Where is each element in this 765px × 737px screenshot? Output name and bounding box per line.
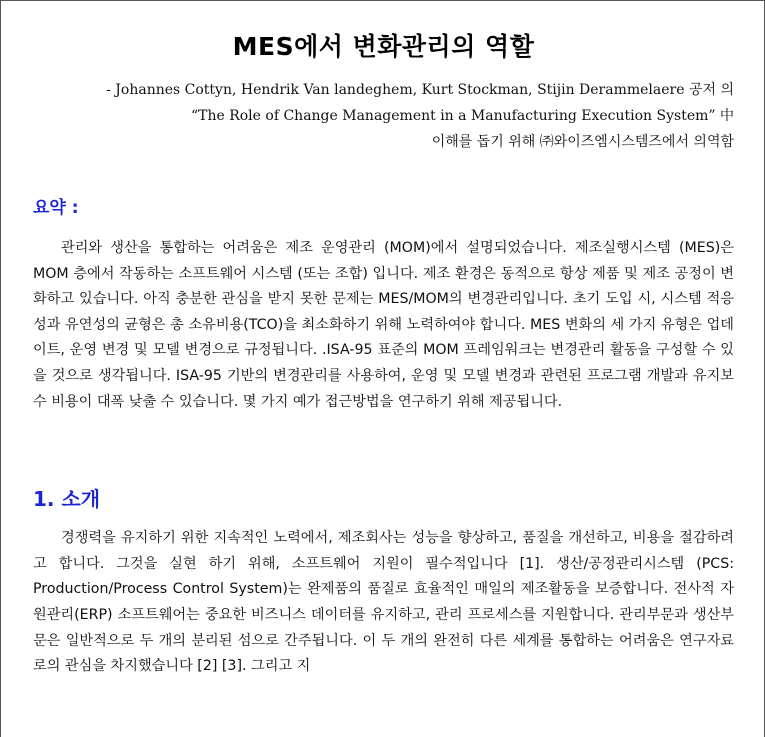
introduction-paragraph: 경쟁력을 유지하기 위한 지속적인 노력에서, 제조회사는 성능을 향상하고, 품질을 개선하고, 비용을 절감하려고 합니다. 그것을 실현 하기 위해, 소프트웨어 지원이 필수적입니다 [1]. 생산/공정관리시스템 (PCS: Production/Process Control System)는 완제품의 품질로 효율적인 매일의 제조활동을 보증합니다. 전사적 자원관리(ERP) 소프트웨어는 중요한 비즈니스 데이터를 유지하고, 관리 프로세스를 지원합니다. 관리부문과 생산부문은 일반적으로 두 개의 분리된 섬으로 간주됩니다. 이 두 개의 완전히 다른 세계를 통합하는 어려움은 연구자료로의 관심을 차지했습니다 [2] [3]. 그리고 지 bbox=[33, 530, 734, 675]
abstract-heading: 요약 : bbox=[33, 198, 79, 218]
introduction-heading: 1. 소개 bbox=[33, 487, 101, 512]
document-title: MES에서 변화관리의 역할 bbox=[232, 32, 535, 61]
credits-source: “The Role of Change Management in a Manufacturing Execution System” 中 bbox=[190, 108, 734, 124]
credits-translator: 이해를 돕기 위해 ㈜와이즈엠시스템즈에서 의역함 bbox=[431, 134, 734, 150]
credits-authors: - Johannes Cottyn, Hendrik Van landeghem, Kurt Stockman, Stijin Derammelaere 공저 의 bbox=[106, 82, 734, 98]
credits-block bbox=[33, 77, 734, 155]
abstract-paragraph: 관리와 생산을 통합하는 어려움은 제조 운영관리 (MOM)에서 설명되었습니다. 제조실행시스템 (MES)은 MOM 층에서 작동하는 소프트웨어 시스템 (또는 조합) 입니다. 제조 환경은 동적으로 항상 제품 및 제조 공정이 변화하고 있습니다. 아직 충분한 관심을 받지 못한 문제는 MES/MOM의 변경관리입니다. 초기 도입 시, 시스템 적응성과 유연성의 균형은 총 소유비용(TCO)을 최소화하기 위해 노력하여야 합니다. MES 변화의 세 가지 유형은 업데이트, 운영 변경 및 모델 변경으로 규정됩니다. .ISA-95 표준의 MOM 프레임워크는 변경관리 활동을 구성할 수 있을 것으로 생각됩니다. ISA-95 기반의 변경관리를 사용하여, 운영 및 모델 변경과 관련된 프로그램 개발과 유지보수 비용이 대폭 낮출 수 있습니다. 몇 가지 예가 접근방법을 연구하기 위해 제공됩니다. bbox=[33, 240, 734, 410]
